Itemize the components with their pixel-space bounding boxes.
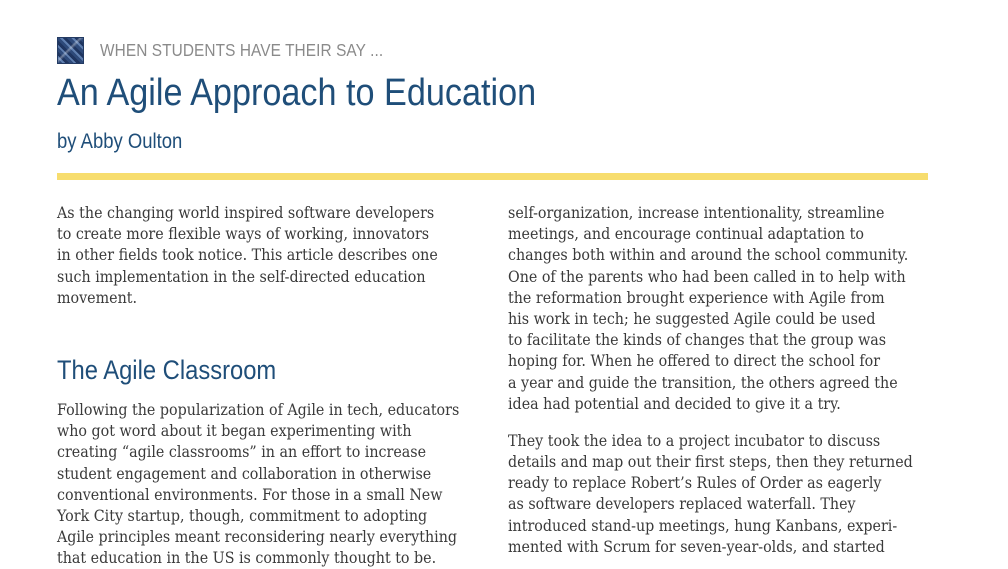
text-line: a year and guide the transition, the others agreed the bbox=[508, 373, 898, 392]
text-line: Agile principles meant reconsidering nearly everything bbox=[57, 528, 458, 547]
article-kicker-row bbox=[57, 35, 422, 65]
article-kicker: WHEN STUDENTS HAVE THEIR SAY ... bbox=[100, 39, 384, 60]
section-heading: The Agile Classroom bbox=[57, 354, 277, 385]
text-line: changes both within and around the school community. bbox=[508, 246, 909, 265]
text-line: student engagement and collaboration in otherwise bbox=[57, 464, 432, 483]
text-line: mented with Scrum for seven-year-olds, and started bbox=[508, 537, 885, 556]
text-line: to facilitate the kinds of changes that the group was bbox=[508, 331, 887, 350]
article-byline: by Abby Oulton bbox=[57, 130, 183, 153]
text-line: conventional environments. For those in a small New bbox=[57, 485, 443, 504]
text-line: in other fields took notice. This article describes one bbox=[57, 246, 438, 265]
text-line: Following the popularization of Agile in tech, educators bbox=[57, 400, 460, 419]
text-line: that education in the US is commonly thought to be. bbox=[57, 549, 437, 568]
title-divider bbox=[57, 173, 928, 180]
section-paragraph bbox=[57, 400, 487, 569]
text-line: As the changing world inspired software developers bbox=[57, 204, 435, 222]
text-line: hoping for. When he offered to direct the school for bbox=[508, 352, 881, 371]
text-line: movement. bbox=[57, 288, 138, 307]
text-line: to create more flexible ways of working, innovators bbox=[57, 225, 430, 244]
text-line: One of the parents who had been called in to help with bbox=[508, 267, 906, 286]
text-line: idea had potential and decided to give it a try. bbox=[508, 394, 841, 413]
keyboard-thumbnail-icon bbox=[57, 37, 84, 64]
text-line: introduced stand-up meetings, hung Kanbans, experi- bbox=[508, 516, 898, 535]
text-line: York City startup, though, commitment to adopting bbox=[57, 506, 428, 525]
body-paragraph-1 bbox=[508, 203, 938, 415]
body-paragraph-2 bbox=[508, 431, 938, 558]
article-title: An Agile Approach to Education bbox=[57, 72, 537, 114]
intro-paragraph bbox=[57, 203, 487, 309]
text-line: self-organization, increase intentionality, streamline bbox=[508, 204, 885, 222]
text-line: ready to replace Robert’s Rules of Order as eagerly bbox=[508, 474, 882, 493]
text-line: creating “agile classrooms” in an effort to increase bbox=[57, 443, 427, 462]
text-line: as software developers replaced waterfall. They bbox=[508, 495, 856, 514]
text-line: the reformation brought experience with Agile from bbox=[508, 288, 885, 307]
text-line: such implementation in the self-directed education bbox=[57, 267, 426, 286]
text-line: who got word about it began experimenting with bbox=[57, 422, 412, 441]
text-line: meetings, and encourage continual adaptation to bbox=[508, 225, 864, 244]
left-column bbox=[57, 203, 487, 569]
text-line: They took the idea to a project incubator to discuss bbox=[508, 431, 881, 450]
text-line: his work in tech; he suggested Agile could be used bbox=[508, 309, 876, 328]
text-line: details and map out their first steps, then they returned bbox=[508, 453, 913, 472]
right-column bbox=[508, 203, 938, 558]
